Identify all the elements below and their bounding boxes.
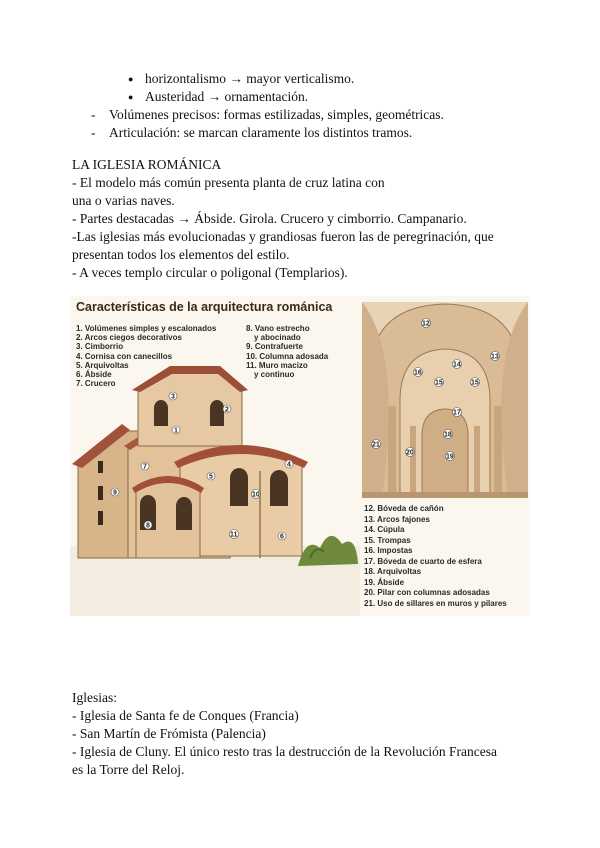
legend-item: 14. Cúpula [364, 525, 405, 534]
legend-interior [364, 504, 507, 609]
marker-16: 16 [414, 369, 422, 377]
legend-item: 1. Volúmenes simples y escalonados [76, 324, 217, 333]
paragraph-line: una o varias naves. [72, 193, 175, 208]
dash-item: - Volúmenes precisos: formas estilizadas, simples, geométricas. [109, 106, 444, 124]
marker-11: 11 [230, 531, 238, 539]
marker-4: 4 [287, 461, 291, 469]
legend-column-2 [246, 324, 328, 379]
legend-item: 9. Contrafuerte [246, 342, 303, 352]
paragraph-line: - A veces templo circular o poligonal (Templarios). [72, 265, 348, 280]
legend-item: 20. Pilar con columnas adosadas [364, 588, 490, 597]
legend-column-1 [76, 324, 216, 388]
paragraph-line: -Las iglesias más evolucionadas y grandiosas fueron las de peregrinación, que [72, 229, 494, 244]
marker-21: 21 [372, 441, 380, 449]
legend-item: 13. Arcos fajones [364, 514, 430, 524]
paragraph-line: - San Martín de Frómista (Palencia) [72, 726, 266, 741]
legend-item: 5. Arquivoltas [76, 360, 129, 370]
bullet-item: ● Austeridad → ornamentación. [145, 88, 308, 106]
legend-item: y abocinado [254, 333, 301, 343]
legend-item: 11. Muro macizo [246, 360, 308, 370]
legend-item: 16. Impostas [364, 546, 413, 555]
legend-item: 3. Cimborrio [76, 342, 124, 352]
marker-2: 2 [225, 406, 229, 414]
marker-1: 1 [174, 427, 178, 435]
legend-item: 2. Arcos ciegos decorativos [76, 333, 182, 343]
bullet-item: ● horizontalismo → mayor verticalismo. [145, 70, 354, 88]
marker-15a: 15 [435, 379, 443, 387]
romanesque-architecture-figure [70, 296, 530, 616]
legend-item: 19. Ábside [364, 577, 405, 587]
marker-9: 9 [113, 489, 117, 497]
marker-15b: 15 [471, 379, 479, 387]
paragraph-line: - Partes destacadas → Ábside. Girola. Crucero y cimborrio. Campanario. [72, 211, 467, 226]
marker-8: 8 [146, 522, 150, 530]
churches-heading: Iglesias: [72, 690, 117, 705]
section-heading: LA IGLESIA ROMÁNICA [72, 157, 222, 172]
legend-item: 6. Ábside [76, 369, 112, 379]
marker-20: 20 [406, 449, 414, 457]
marker-14: 14 [453, 361, 461, 369]
legend-item: 18. Arquivoltas [364, 567, 422, 576]
marker-6: 6 [280, 533, 284, 541]
paragraph-line: es la Torre del Reloj. [72, 762, 185, 777]
figure-title: Características de la arquitectura románica [76, 300, 333, 314]
paragraph-line: - Iglesia de Santa fe de Conques (Francia) [72, 708, 299, 723]
legend-item: 12. Bóveda de cañón [364, 504, 444, 513]
marker-13: 13 [491, 353, 499, 361]
marker-5: 5 [209, 473, 213, 481]
marker-12: 12 [422, 320, 430, 328]
paragraph-line: - El modelo más común presenta planta de cruz latina con [72, 175, 385, 190]
marker-10: 10 [252, 491, 260, 499]
legend-item: 15. Trompas [364, 535, 411, 545]
legend-item: 17. Bóveda de cuarto de esfera [364, 556, 482, 566]
marker-18: 18 [444, 431, 452, 439]
marker-19: 19 [446, 453, 454, 461]
marker-3: 3 [171, 393, 175, 401]
legend-item: 4. Cornisa con canecillos [76, 351, 173, 361]
legend-item: 8. Vano estrecho [246, 324, 310, 333]
dash-item: - Articulación: se marcan claramente los distintos tramos. [109, 124, 412, 142]
marker-17: 17 [453, 409, 461, 417]
marker-7: 7 [143, 463, 147, 471]
paragraph-line: - Iglesia de Cluny. El único resto tras la destrucción de la Revolución Francesa [72, 744, 497, 759]
legend-item: y continuo [254, 369, 295, 379]
legend-item: 10. Columna adosada [246, 351, 329, 361]
paragraph-line: presentan todos los elementos del estilo. [72, 247, 290, 262]
legend-item: 21. Uso de sillares en muros y pilares [364, 598, 507, 608]
legend-item: 7. Crucero [76, 379, 116, 389]
